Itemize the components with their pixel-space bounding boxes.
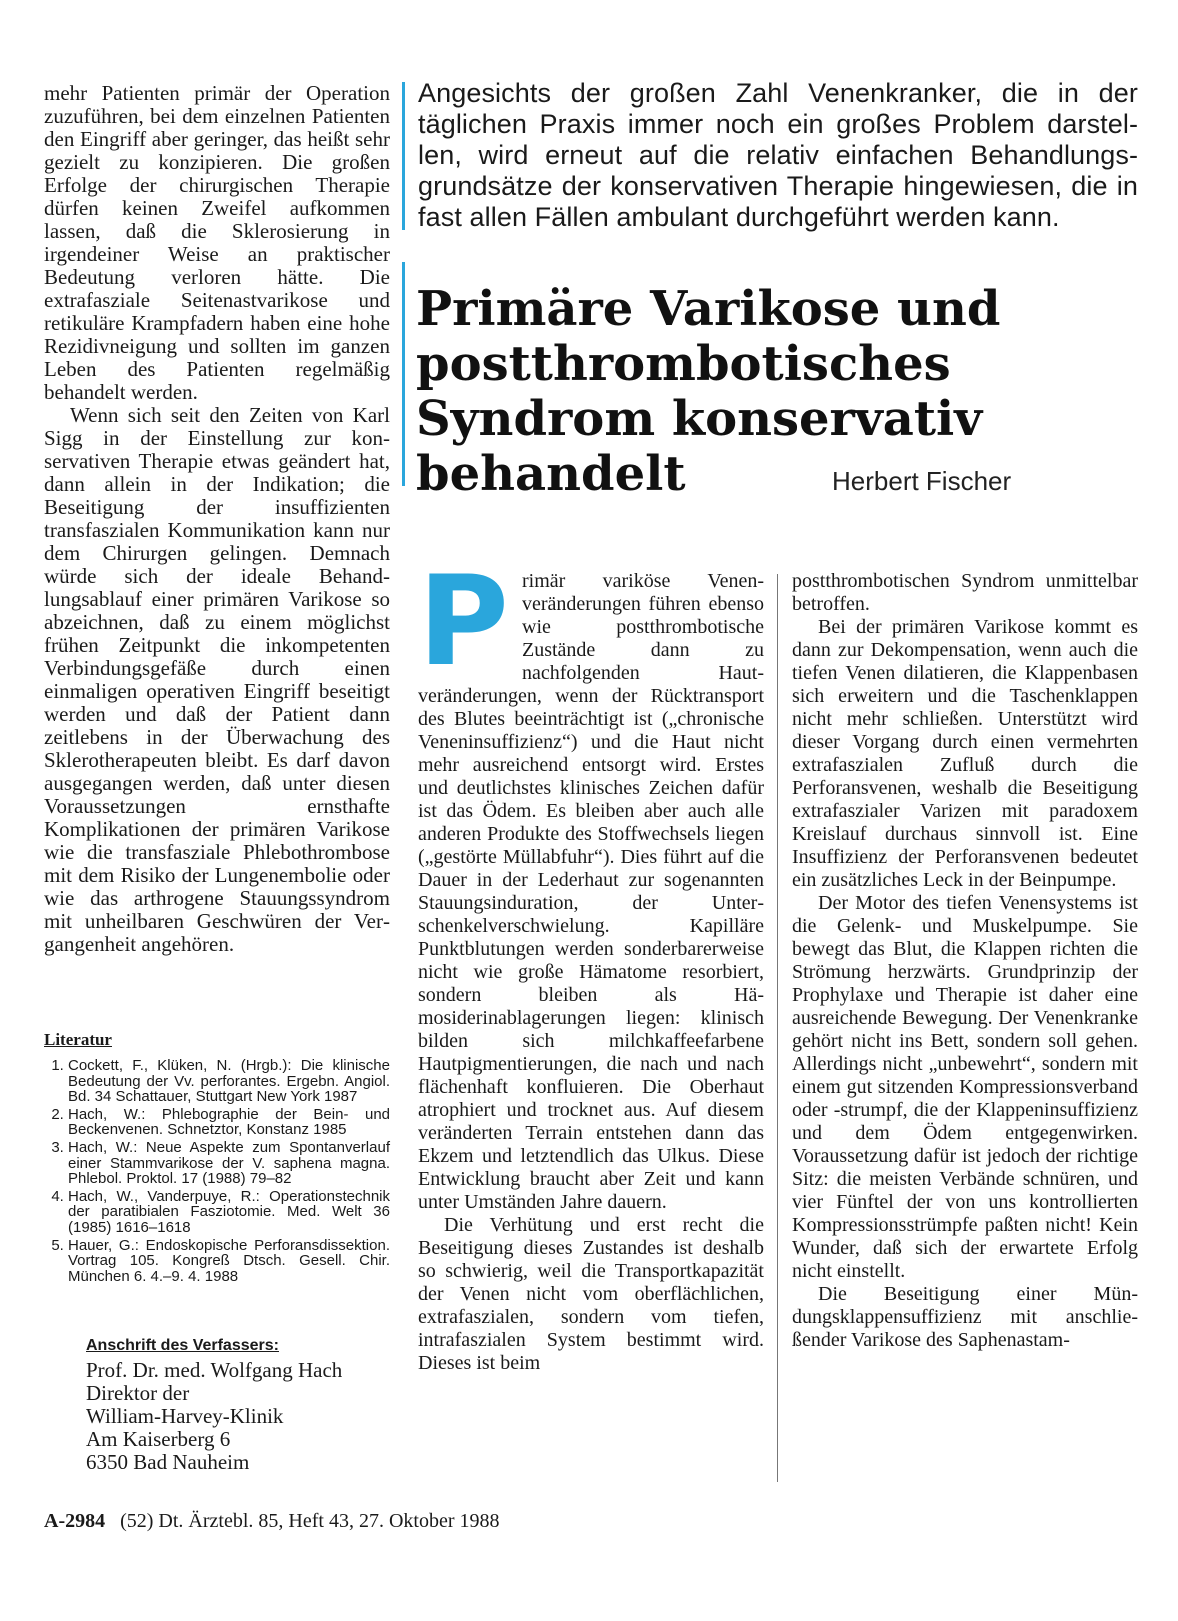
- paragraph: mehr Patienten primär der Operation zuzuführen, bei dem einzelnen Patienten den Eingriff aber geringer, das heißt sehr gezielt zu konzipieren. Die großen Erfolge der chirurgischen Therapie dürfen keinen Zweifel aufkommen lassen, daß die Sklerosierung in irgendeiner Weise an praktischer Bedeutung verloren hätte. Die extrafasziale Seitenastvarikose und retikuläre Krampfadern haben eine hohe Rezidivneigung und sollten im ganzen Leben des Patienten regelmäßig behandelt werden.: [44, 81, 390, 404]
- address-line: Direktor der: [86, 1381, 190, 1405]
- address-heading: Anschrift des Verfassers:: [86, 1337, 279, 1354]
- author-name: Herbert Fischer: [832, 466, 1012, 496]
- paragraph: Die Beseitigung einer Mündungsklappensuffizienz mit anschließender Varikose des Saphenastam-: [792, 1283, 1138, 1351]
- literature-item: 4. Hach, W., Vanderpuye, R.: Operationstechnik der paratibialen Fasziotomie. Med. Welt 36 (1985) 1616–1618: [68, 1189, 390, 1236]
- article-title: Primäre Varikose und postthrombotisches Syndrom konservativ behandelt: [416, 281, 1001, 502]
- page-id: A-2984: [44, 1510, 106, 1532]
- literature-item: 2. Hach, W.: Phlebographie der Bein- und Beckenvenen. Schnetztor, Konstanz 1985: [68, 1107, 390, 1138]
- paragraph: postthrombotischen Syndrom unmittelbar betroffen.: [792, 570, 1138, 615]
- address-line: Am Kaiserberg 6: [86, 1427, 231, 1451]
- paragraph: Der Motor des tiefen Venensystems ist die Gelenk- und Muskelpumpe. Sie bewegt das Blut, die Klappen richten die Strömung herzwärts. Grundprinzip der Prophylaxe und Therapie ist daher eine ausreichende Bewegung. Der Venenkranke gehört nicht ins Bett, sondern soll gehen. Allerdings nicht „unbewehrt“, sondern mit einem gut sitzenden Kompressionsverband oder -strumpf, die der Klappeninsuffizienz und dem Ödem entgegenwirken. Voraussetzung dafür ist jedoch der richtige Sitz: die meisten Verbände schnüren, und vier Fünftel der von uns kontrollierten Kompressionsstrümpfe paßten nicht! Kein Wunder, daß sich der erwartete Erfolg nicht einstellt.: [792, 892, 1138, 1282]
- paragraph: Bei der primären Varikose kommt es dann zur Dekompensation, wenn auch die tiefen Venen dilatieren, die Klappenbasen sich erweitern und die Taschenklappen nicht mehr schließen. Unterstützt wird dieser Vorgang durch einen vermehrten extrafaszialen Zufluß durch die Perforansvenen, weshalb die Beseitigung extrafaszialer Varizen mit paradoxem Kreislauf durchaus sinnvoll ist. Eine Insuffizienz der Perforansvenen bedeutet ein zusätzliches Leck in der Beinpumpe.: [792, 616, 1138, 891]
- literature-heading: Literatur: [44, 1030, 112, 1049]
- column-divider: [777, 574, 778, 1482]
- literature-list: [44, 1058, 390, 1284]
- lead-paragraph: Angesichts der großen Zahl Venenkranker, die in der täglichen Praxis immer noch ein großes Problem darstellen, wird erneut auf die relativ einfachen Behandlungsgrundsätze der konservativen Therapie hingewiesen, die in fast allen Fällen ambulant durchgeführt werden kann.: [418, 78, 1138, 232]
- citation: (52) Dt. Ärztebl. 85, Heft 43, 27. Oktober 1988: [120, 1510, 500, 1532]
- author-address: [86, 1337, 396, 1474]
- drop-cap: P: [418, 550, 509, 694]
- middle-column: [418, 550, 764, 1375]
- left-column: [44, 82, 390, 956]
- right-column: [792, 570, 1138, 1352]
- literature: [44, 1030, 390, 1286]
- literature-item: 3. Hach, W.: Neue Aspekte zum Spontanverlauf einer Stammvarikose der V. saphena magna. Phlebol. Proktol. 17 (1988) 79–82: [68, 1140, 390, 1187]
- paragraph: [418, 550, 764, 1214]
- address-line: Prof. Dr. med. Wolfgang Hach: [86, 1358, 343, 1382]
- page-footer: [44, 1510, 499, 1533]
- address-line: 6350 Bad Nauheim: [86, 1450, 250, 1474]
- paragraph-text: rimär variköse Venenveränderungen führen ebenso wie postthrombotische Zustände dann zu nachfolgenden Hautveränderungen, wenn der Rücktransport des Blutes beeinträchtigt ist („chronische Veneninsuffizienz“) und die Haut nicht mehr ausreichend entsorgt wird. Erstes und deutlichstes klinisches Zeichen dafür ist das Ödem. Es bleiben aber auch alle anderen Produkte des Stoffwechsels liegen („gestörte Müllabfuhr“). Dies führt auf die Dauer in der Lederhaut zur sogenannten Stauungsinduration, der Unterschenkelverschwielung. Kapilläre Punktblutungen werden sonderbarerweise nicht wie große Hämatome resorbiert, sondern bleiben als Hämosiderinablagerungen liegen: klinisch bilden sich milchkaffeefarbene Hautpigmentierungen, die nach und nach flächenhaft konfluieren. Die Oberhaut atrophiert und trocknet aus. Auf diesem veränderten Terrain entstehen dann das Ekzem und letztendlich das Ulkus. Diese Entwicklung braucht aber Zeit und kann unter Umständen Jahre dauern.: [418, 570, 764, 1213]
- literature-item: 1. Cockett, F., Klüken, N. (Hrgb.): Die klinische Bedeutung der Vv. perforantes. Ergebn. Angiol. Bd. 34 Schattauer, Stuttgart New York 1987: [68, 1058, 390, 1105]
- accent-rule: [402, 82, 405, 230]
- accent-rule: [402, 262, 405, 486]
- paragraph: Wenn sich seit den Zeiten von Karl Sigg in der Einstellung zur konservativen Therapie etwas geändert hat, dann allein in der Indikation; die Beseitigung der insuffizienten transfaszialen Kommunikation kann nur dem Chirurgen gelingen. Demnach würde sich der ideale Behandlungsablauf einer primären Varikose so abzeichnen, daß zu einem möglichst frühen Zeitpunkt die inkompetenten Verbindungsgefäße durch einen einmaligen operativen Eingriff beseitigt werden und daß der Patient dann zeitlebens in der Überwachung des Sklerotherapeuten bleibt. Es darf davon ausgegangen werden, daß unter diesen Voraussetzungen ernsthafte Komplikationen der primären Varikose wie die transfasziale Phlebothrombose mit dem Risiko der Lungenembolie oder wie das arthrogene Stauungssyndrom mit unheilbaren Geschwüren der Vergangenheit angehören.: [44, 403, 390, 956]
- address-line: William-Harvey-Klinik: [86, 1404, 284, 1428]
- paragraph: Die Verhütung und erst recht die Beseitigung dieses Zustandes ist deshalb so schwierig, weil die Transportkapazität der Venen nicht vom oberflächlichen, extrafaszialen, sondern vom tiefen, intrafaszialen System bestimmt wird. Dieses ist beim: [418, 1214, 764, 1374]
- literature-item: 5. Hauer, G.: Endoskopische Perforansdissektion. Vortrag 105. Kongreß Dtsch. Gesell. Chir. München 6. 4.–9. 4. 1988: [68, 1238, 390, 1285]
